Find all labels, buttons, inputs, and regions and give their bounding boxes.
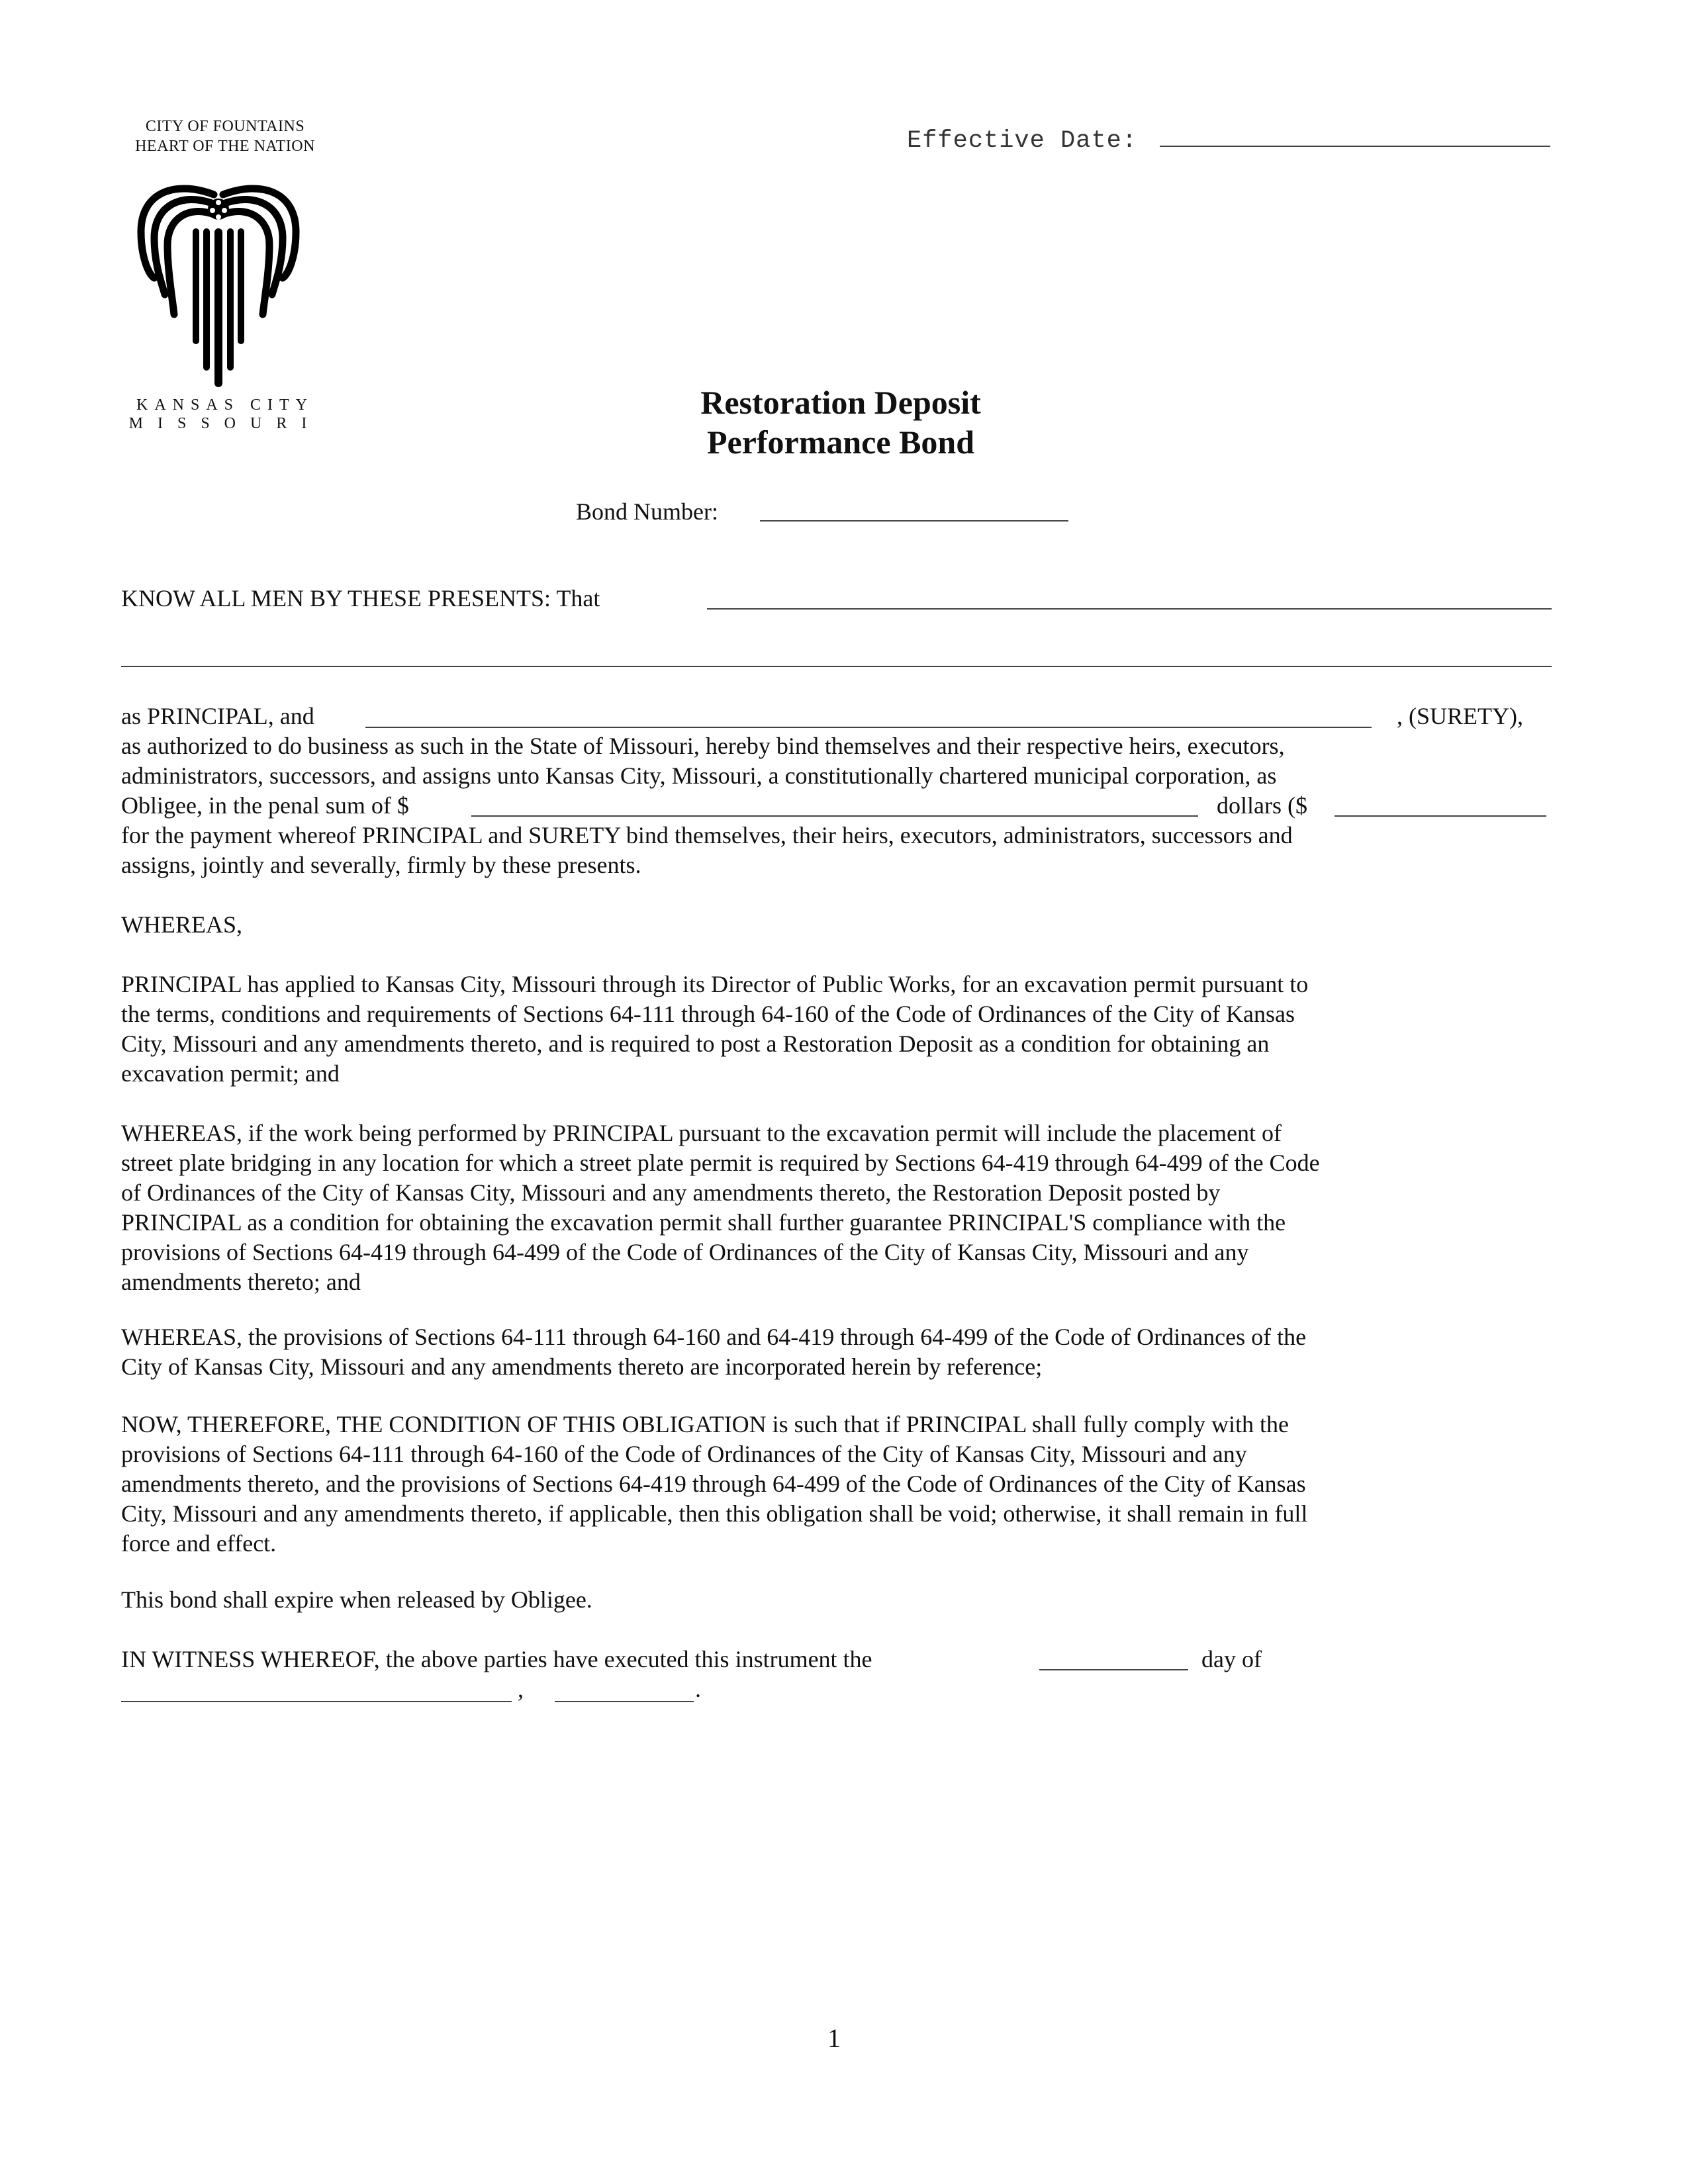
know-all-text: KNOW ALL MEN BY THESE PRESENTS: That	[121, 585, 600, 612]
paragraph-line: excavation permit; and	[121, 1060, 340, 1087]
fountain-logo-icon	[136, 165, 301, 390]
witness-month-field[interactable]	[121, 1701, 512, 1702]
dollars-label: dollars ($	[1217, 792, 1307, 819]
paragraph-line: NOW, THEREFORE, THE CONDITION OF THIS OBLIGATION is such that if PRINCIPAL shall fully comply with the	[121, 1411, 1289, 1437]
paragraph-condition	[121, 1410, 1564, 1559]
preamble-line3: administrators, successors, and assigns unto Kansas City, Missouri, a constitutionally chartered municipal corporation, as	[121, 762, 1277, 789]
paragraph-line: street plate bridging in any location for which a street plate permit is required by Sections 64-419 through 64-499 of the Code	[121, 1150, 1320, 1176]
paragraph-line: provisions of Sections 64-111 through 64-160 of the Code of Ordinances of the City of Kansas City, Missouri and any	[121, 1441, 1247, 1467]
paragraph-street-plate	[121, 1118, 1564, 1297]
paragraph-excavation-permit	[121, 970, 1564, 1089]
witness-day-of-label: day of	[1201, 1646, 1262, 1672]
paragraph-line: force and effect.	[121, 1530, 277, 1557]
logo-state: MISSOURI	[128, 415, 322, 432]
paragraph-line: WHEREAS, if the work being performed by PRINCIPAL pursuant to the excavation permit will include the placement of	[121, 1120, 1282, 1146]
witness-year-field[interactable]	[555, 1701, 694, 1702]
effective-date-label: Effective Date:	[907, 127, 1138, 155]
logo-tagline-line1: CITY OF FOUNTAINS	[145, 118, 305, 135]
surety-suffix: , (SURETY),	[1397, 703, 1523, 729]
witness-day-field[interactable]	[1039, 1669, 1188, 1670]
title-line2: Performance Bond	[706, 424, 975, 461]
paragraph-line: City, Missouri and any amendments thereto, if applicable, then this obligation shall be void; otherwise, it shall remain in full	[121, 1500, 1308, 1527]
preamble-line6: assigns, jointly and severally, firmly by these presents.	[121, 852, 641, 878]
bond-number-field[interactable]	[760, 520, 1068, 522]
witness-period: .	[695, 1676, 701, 1702]
witness-comma: ,	[518, 1676, 524, 1702]
preamble-line5: for the payment whereof PRINCIPAL and SURETY bind themselves, their heirs, executors, administrators, successors and	[121, 822, 1293, 848]
penal-sum-label: Obligee, in the penal sum of $	[121, 792, 409, 819]
paragraph-line: the terms, conditions and requirements of Sections 64-111 through 64-160 of the Code of Ordinances of the City of Kansas	[121, 1001, 1295, 1027]
paragraph-line: PRINCIPAL has applied to Kansas City, Missouri through its Director of Public Works, for an excavation permit pursuant to	[121, 971, 1309, 997]
title-line1: Restoration Deposit	[700, 384, 981, 421]
paragraph-line: WHEREAS, the provisions of Sections 64-111 through 64-160 and 64-419 through 64-499 of the Code of Ordinances of the	[121, 1324, 1307, 1350]
paragraph-line: City, Missouri and any amendments thereto, and is required to post a Restoration Deposit as a condition for obtaining an	[121, 1030, 1270, 1057]
preamble-line2: as authorized to do business as such in the State of Missouri, hereby bind themselves and their respective heirs, executors,	[121, 733, 1285, 759]
surety-name-field[interactable]	[365, 727, 1372, 728]
page-title	[596, 383, 1086, 462]
paragraph-line: PRINCIPAL as a condition for obtaining the excavation permit shall further guarantee PRINCIPAL'S compliance with the	[121, 1209, 1286, 1236]
as-principal-text: as PRINCIPAL, and	[121, 703, 314, 729]
effective-date-field[interactable]	[1160, 146, 1550, 147]
logo-city: KANSAS CITY	[136, 396, 314, 414]
penal-sum-words-field[interactable]	[471, 815, 1198, 817]
witness-text: IN WITNESS WHEREOF, the above parties have executed this instrument the	[121, 1646, 872, 1672]
logo-tagline-line2: HEART OF THE NATION	[135, 138, 315, 155]
paragraph-expiry: This bond shall expire when released by Obligee.	[121, 1586, 592, 1613]
paragraph-line: of Ordinances of the City of Kansas City, Missouri and any amendments thereto, the Restoration Deposit posted by	[121, 1179, 1221, 1206]
page-number: 1	[827, 2023, 841, 2053]
paragraph-line: amendments thereto, and the provisions of Sections 64-419 through 64-499 of the Code of Ordinances of the City of Kansas	[121, 1471, 1306, 1497]
logo-city-name	[116, 396, 334, 433]
paragraph-incorporated	[121, 1322, 1564, 1382]
paragraph-line: provisions of Sections 64-419 through 64-499 of the Code of Ordinances of the City of Kansas City, Missouri and any	[121, 1239, 1249, 1265]
principal-name-field[interactable]	[707, 608, 1552, 610]
logo-tagline	[116, 116, 334, 156]
principal-name-field-cont[interactable]	[121, 666, 1552, 667]
bond-number-label: Bond Number:	[576, 498, 718, 525]
penal-sum-amount-field[interactable]	[1335, 815, 1546, 817]
paragraph-line: City of Kansas City, Missouri and any amendments thereto are incorporated herein by reference;	[121, 1353, 1043, 1380]
whereas-heading: WHEREAS,	[121, 911, 242, 938]
paragraph-line: amendments thereto; and	[121, 1269, 361, 1295]
